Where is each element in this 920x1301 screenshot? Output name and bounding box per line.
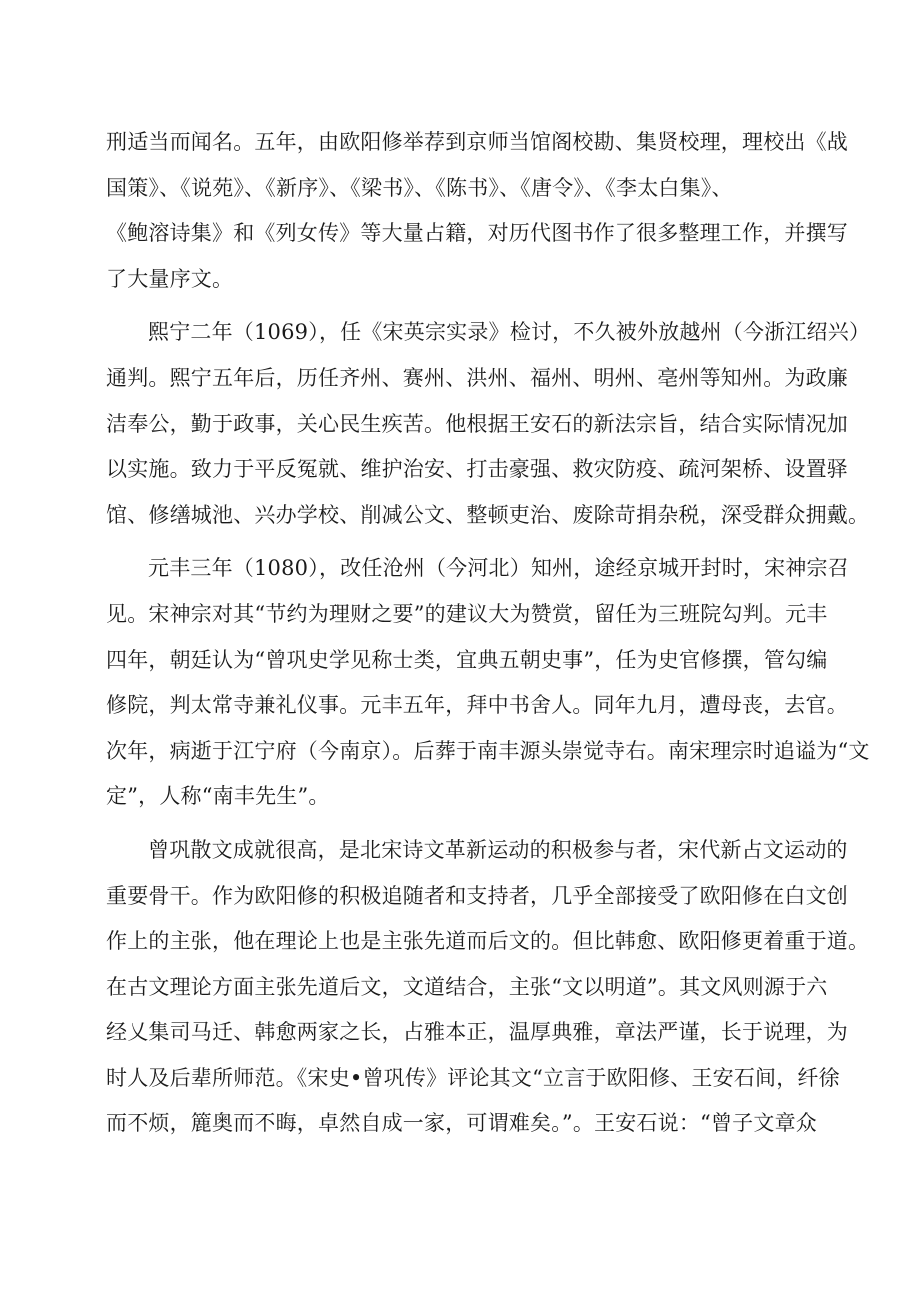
text-line: 定”，人称“南丰先生”。 <box>106 784 330 809</box>
text-line: 时人及后辈所师范。《宋史•曾巩传》评论其文“立言于欧阳修、王安石间，纤徐 <box>106 1065 840 1090</box>
paragraph-3 <box>106 546 870 820</box>
text-line: 见。宋神宗对其“节约为理财之要”的建议大为赞赏，留任为三班院勾判。元丰 <box>106 601 828 626</box>
text-line: 重要骨干。作为欧阳修的积极追随者和支持者，几乎全部接受了欧阳修在白文创 <box>106 883 848 908</box>
text-line: 通判。熙宁五年后，历任齐州、赛州、洪州、福州、明州、亳州等知州。为政廉 <box>106 365 848 390</box>
text-line: 刑适当而闻名。五年，由欧阳修举荐到京师当馆阁校勘、集贤校理，理校出《战 <box>106 130 848 154</box>
text-line: 馆、修缮城池、兴办学校、削减公文、整顿吏治、废除苛捐杂税，深受群众拥戴。 <box>106 502 870 527</box>
text-line: 洁奉公，勤于政事，关心民生疾苦。他根据王安石的新法宗旨，结合实际情况加 <box>106 411 848 436</box>
text-line: 以实施。致力于平反冤就、维护治安、打击豪强、救灾防疫、疏河架桥、设置驿 <box>106 457 848 482</box>
text-line: 经乂集司马迁、韩愈两家之长，占雅本正，温厚典雅，章法严谨，长于说理，为 <box>106 1020 848 1045</box>
text-line: 元丰三年（1080），改任沧州（今河北）知州，途经京城开封时，宋神宗召 <box>148 556 849 581</box>
text-line: 次年，病逝于江宁府（今南京）。后葬于南丰源头崇觉寺右。南宋理宗时追谥为“文 <box>106 738 870 763</box>
text-line: 四年，朝廷认为“曾巩史学见称士类，宜典五朝史事”，任为史官修撰，管勾编 <box>106 647 828 672</box>
body-text <box>106 120 871 1147</box>
text-line: 作上的主张，他在理论上也是主张先道而后文的。但比韩愈、欧阳修更着重于道。 <box>106 929 870 954</box>
text-line: 而不烦，簏奥而不晦，卓然自成一家，可谓难矣。”。王安石说：“曾子文章众 <box>106 1111 817 1136</box>
text-line: 在古文理论方面主张先道后文，文道结合，主张“文以明道”。其文风则源于六 <box>106 974 828 999</box>
paragraph-2 <box>106 310 871 538</box>
text-line: 曾巩散文成就很高，是北宋诗文革新运动的积极参与者，宋代新占文运动的 <box>148 837 848 862</box>
paragraph-4 <box>106 828 870 1147</box>
text-line: 熙宁二年（1069），任《宋英宗实录》检讨，不久被外放越州（今浙江绍兴） <box>148 320 871 345</box>
text-line: 了大量序文。 <box>106 266 234 291</box>
paragraph-1 <box>106 120 848 302</box>
text-line: 《鲍溶诗集》和《列女传》等大量占籍，对历代图书作了很多整理工作，并撰写 <box>106 221 848 246</box>
text-line: 国策》、《说苑》、《新序》、《梁书》、《陈书》、《唐令》、《李太白集》、 <box>106 175 733 200</box>
text-line: 修院，判太常寺兼礼仪事。元丰五年，拜中书舍人。同年九月，遭母丧，去官。 <box>106 693 848 718</box>
